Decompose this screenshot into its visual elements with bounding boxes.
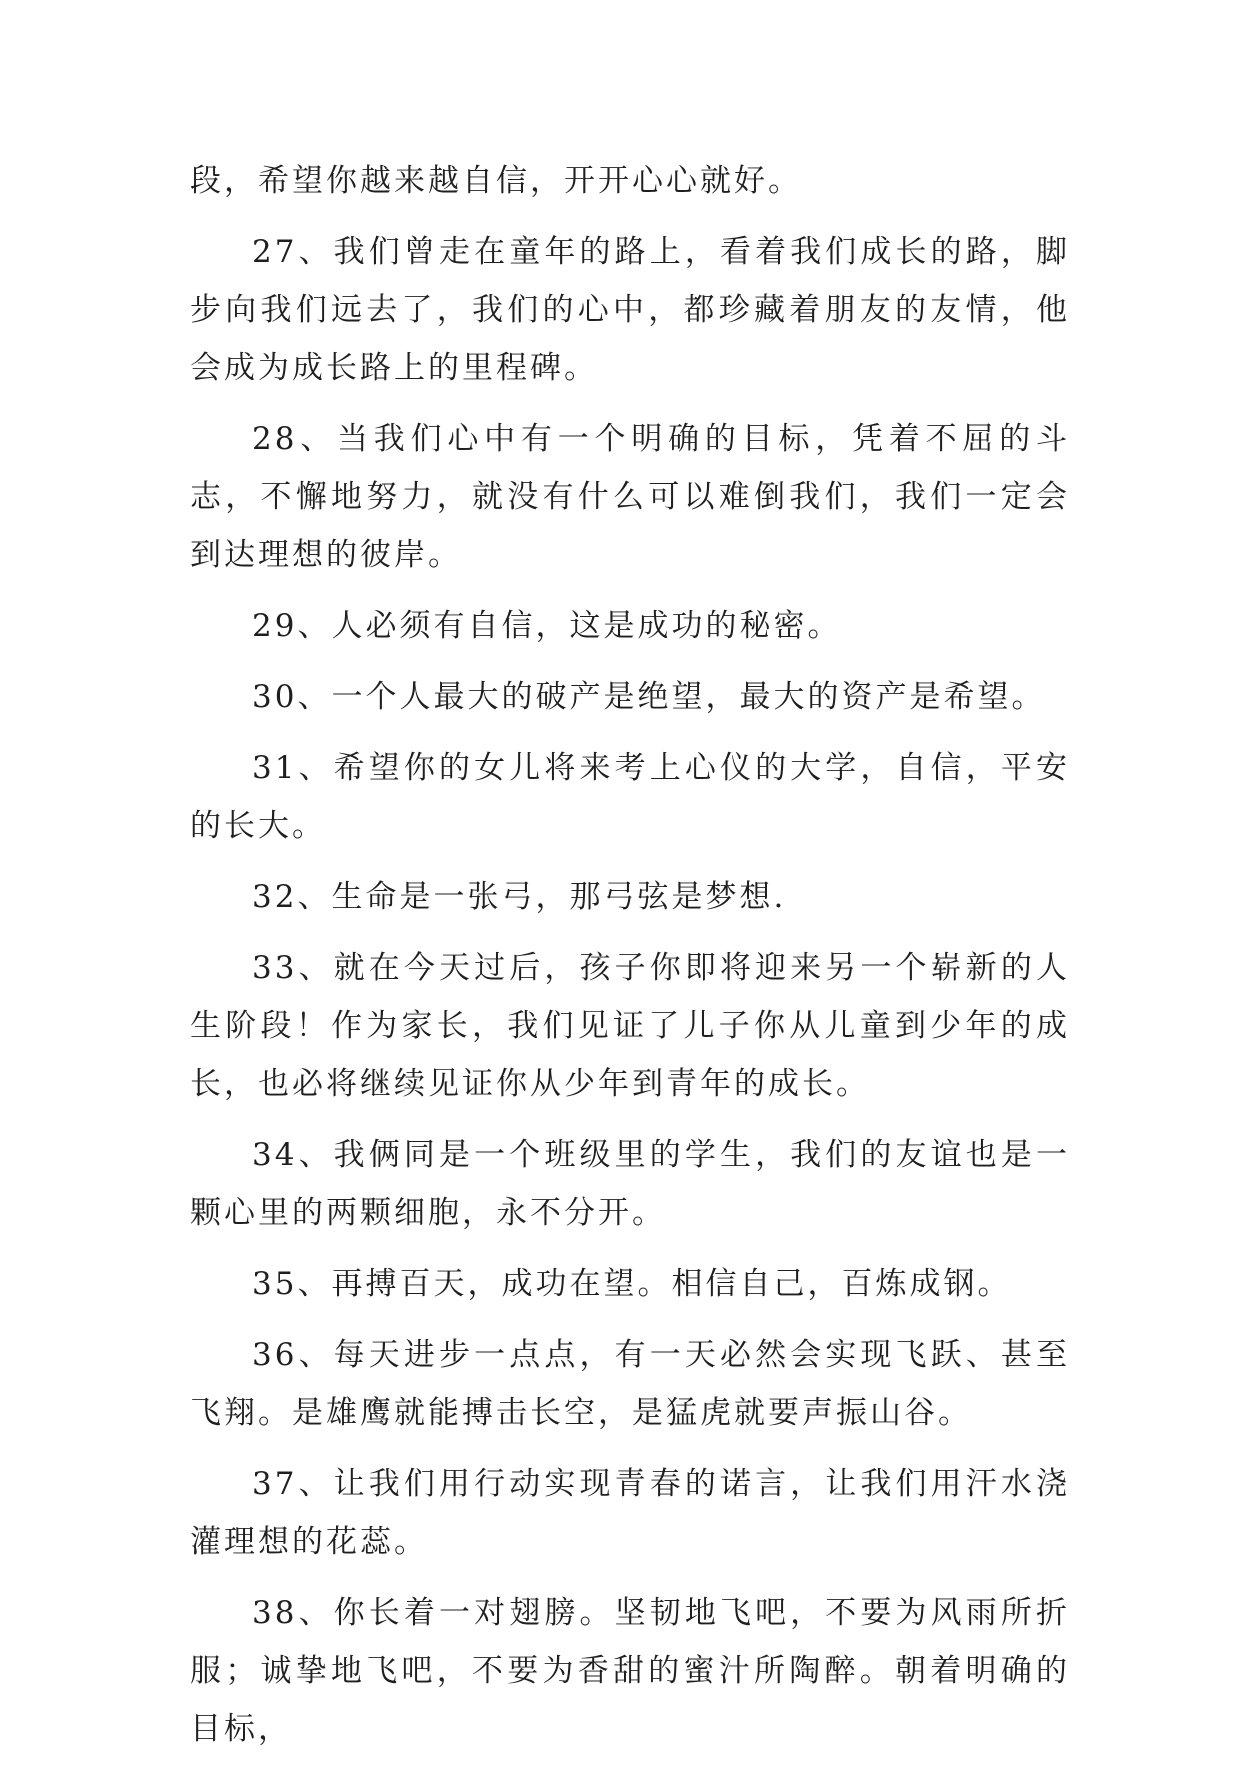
paragraph-36: 36、每天进步一点点，有一天必然会实现飞跃、甚至飞翔。是雄鹰就能搏击长空，是猛虎就要声振山谷。 bbox=[190, 1337, 1070, 1431]
paragraph-37: 37、让我们用行动实现青春的诺言，让我们用汗水浇灌理想的花蕊。 bbox=[190, 1466, 1070, 1560]
paragraph-27: 27、我们曾走在童年的路上，看着我们成长的路，脚步向我们远去了，我们的心中，都珍藏着朋友的友情，他会成为成长路上的里程碑。 bbox=[190, 234, 1070, 386]
paragraph-29: 29、人必须有自信，这是成功的秘密。 bbox=[252, 608, 842, 644]
paragraph-38: 38、你长着一对翅膀。坚韧地飞吧，不要为风雨所折服；诚挚地飞吧，不要为香甜的蜜汁所陶醉。朝着明确的目标， bbox=[190, 1595, 1070, 1747]
paragraph-35: 35、再搏百天，成功在望。相信自己，百炼成钢。 bbox=[252, 1266, 1012, 1302]
paragraph-33: 33、就在今天过后，孩子你即将迎来另一个崭新的人生阶段！作为家长，我们见证了儿子你从儿童到少年的成长，也必将继续见证你从少年到青年的成长。 bbox=[190, 950, 1070, 1102]
paragraph-34: 34、我俩同是一个班级里的学生，我们的友谊也是一颗心里的两颗细胞，永不分开。 bbox=[190, 1137, 1070, 1231]
paragraph-28: 28、当我们心中有一个明确的目标，凭着不屈的斗志，不懈地努力，就没有什么可以难倒我们，我们一定会到达理想的彼岸。 bbox=[190, 421, 1070, 573]
paragraph-26-continued: 段，希望你越来越自信，开开心心就好。 bbox=[190, 163, 802, 199]
document-body bbox=[190, 152, 1070, 1771]
paragraph-30: 30、一个人最大的破产是绝望，最大的资产是希望。 bbox=[252, 679, 1046, 715]
paragraph-31: 31、希望你的女儿将来考上心仪的大学，自信，平安的长大。 bbox=[190, 750, 1070, 844]
paragraph-32: 32、生命是一张弓，那弓弦是梦想. bbox=[252, 879, 787, 915]
